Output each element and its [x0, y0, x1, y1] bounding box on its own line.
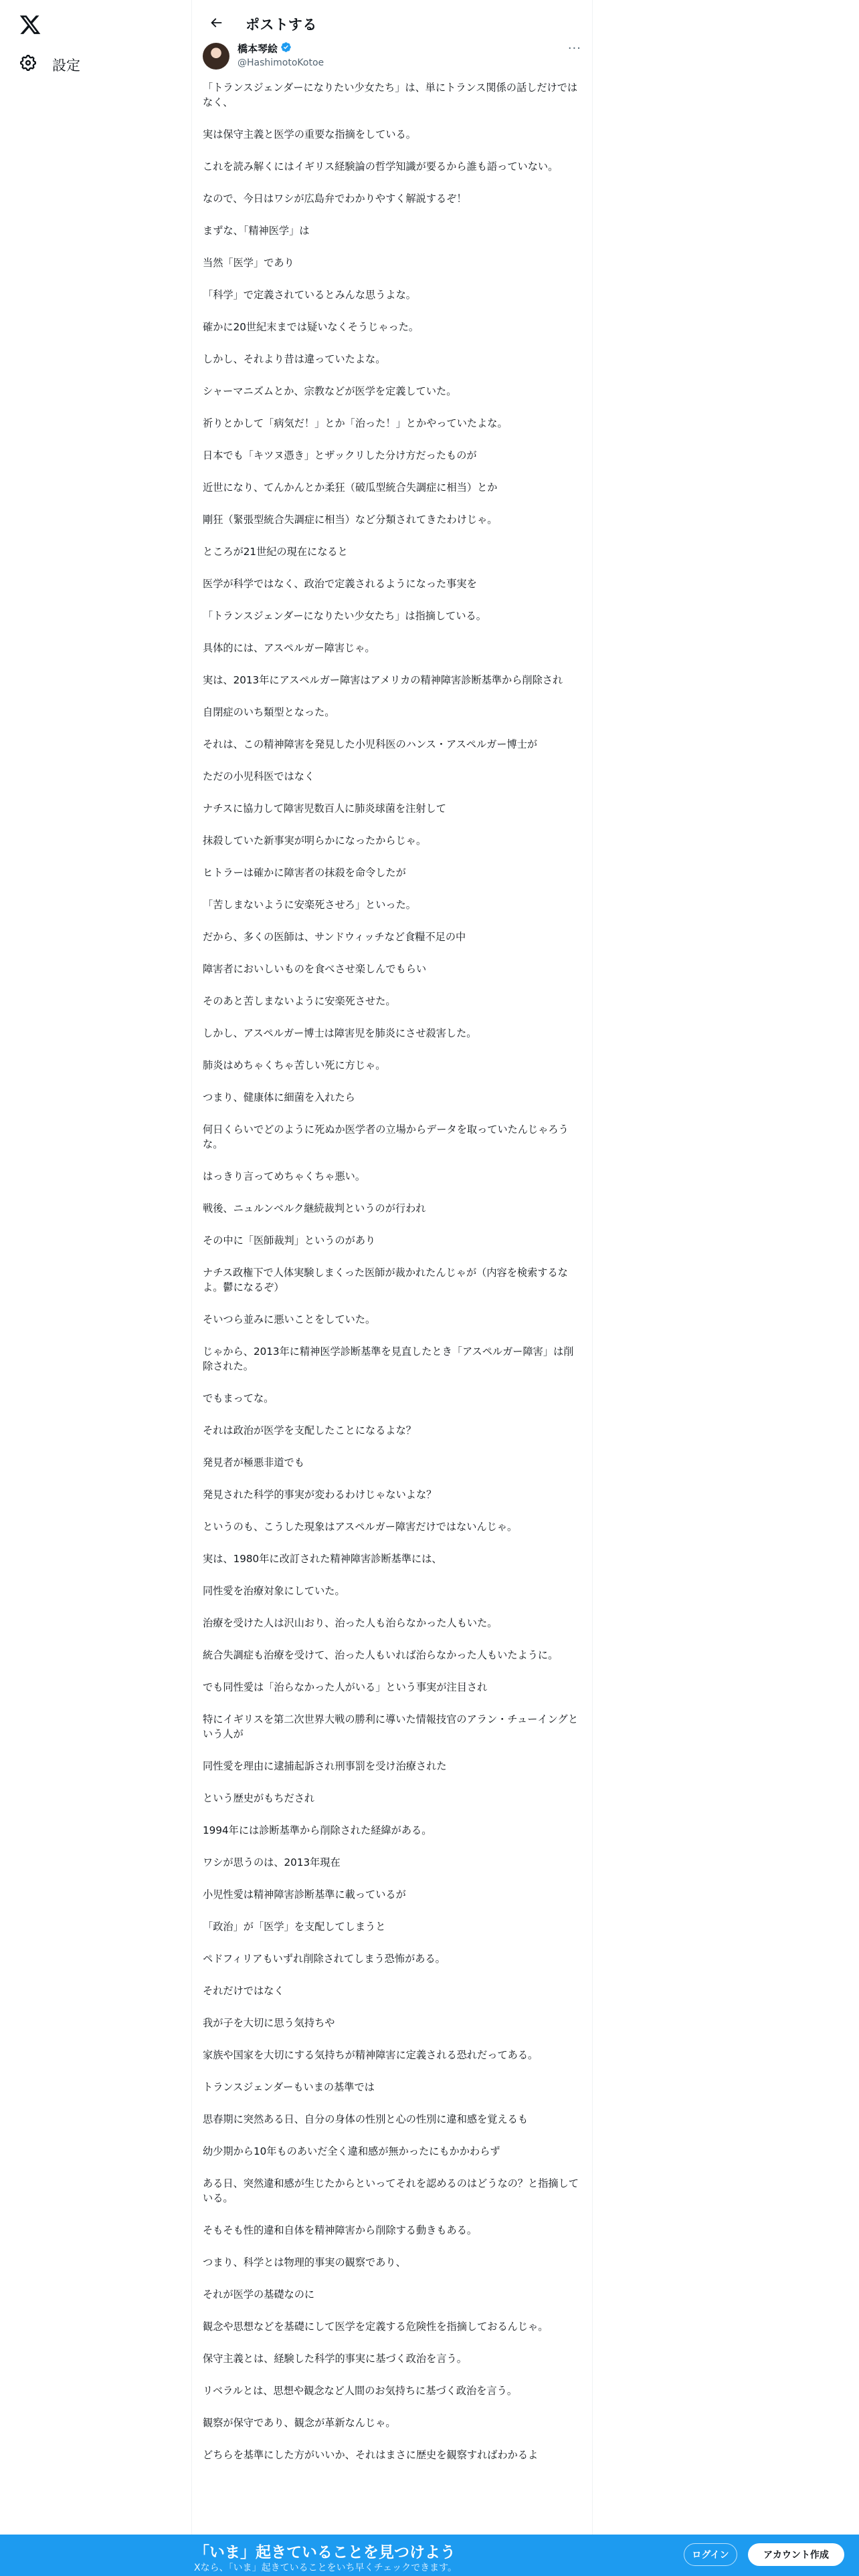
post-paragraph: 思春期に突然ある日、自分の身体の性別と心の性別に違和感を覚えるも — [203, 2113, 528, 2125]
post-paragraph: 実は保守主義と医学の重要な指摘をしている。 — [203, 128, 416, 140]
post-paragraph: 日本でも「キツヌ憑き」とザックリした分け方だったものが — [203, 449, 477, 461]
post-paragraph: じゃから、2013年に精神医学診断基準を見直したとき「アスペルガー障害」は削除された。 — [203, 1346, 574, 1372]
post-paragraph: 戦後、ニュルンベルク継続裁判というのが行われ — [203, 1202, 426, 1214]
post-paragraph: 「科学」で定義されているとみんな思うよな。 — [203, 289, 416, 301]
post-paragraph: でもまってな。 — [203, 1392, 274, 1404]
avatar[interactable] — [203, 43, 229, 70]
post-paragraph: それは、この精神障害を発見した小児科医のハンス・アスペルガー博士が — [203, 738, 538, 750]
post-paragraph: 治療を受けた人は沢山おり、治った人も治らなかった人もいた。 — [203, 1617, 498, 1629]
verified-badge-icon — [280, 41, 292, 56]
post-paragraph: 家族や国家を大切にする気持ちが精神障害に定義される恐れだってある。 — [203, 2049, 539, 2061]
post-paragraph: そもそも性的違和自体を精神障害から削除する動きもある。 — [203, 2224, 478, 2236]
post-paragraph: 発見された科学的事実が変わるわけじゃないよな？ — [203, 1489, 437, 1501]
post-paragraph: ヒトラーは確かに障害者の抹殺を命令したが — [203, 867, 406, 879]
post-paragraph: ワシが思うのは、2013年現在 — [203, 1856, 341, 1868]
post-paragraph: 剛狂（緊張型統合失調症に相当）など分類されてきたわけじゃ。 — [203, 514, 498, 526]
post-paragraph: ところが21世紀の現在になると — [203, 546, 348, 558]
post-paragraph: 「トランスジェンダーになりたい少女たち」は、単にトランス関係の話しだけではなく、 — [203, 82, 578, 108]
post-paragraph: まずな、「精神医学」は — [203, 225, 310, 237]
settings-label: 設定 — [52, 57, 80, 74]
post-paragraph: というのも、こうした現象はアスペルガー障害だけではないんじゃ。 — [203, 1521, 518, 1533]
post-paragraph: 「トランスジェンダーになりたい少女たち」は指摘している。 — [203, 610, 486, 622]
back-button[interactable] — [203, 11, 229, 37]
post-paragraph: そいつら並みに悪いことをしていた。 — [203, 1313, 376, 1325]
post-paragraph: つまり、科学とは物理的事実の観察であり、 — [203, 2256, 406, 2268]
post-paragraph: 何日くらいでどのように死ぬか医学者の立場からデータを取っていたんじゃろうな。 — [203, 1123, 569, 1150]
post-paragraph: 当然「医学」であり — [203, 257, 294, 269]
post-paragraph: そのあと苦しまないように安楽死させた。 — [203, 995, 396, 1007]
post-paragraph: 同性愛を治療対象にしていた。 — [203, 1585, 345, 1597]
post-paragraph: 我が子を大切に思う気持ちや — [203, 2017, 335, 2029]
post-paragraph: つまり、健康体に細菌を入れたら — [203, 1091, 355, 1103]
post-paragraph: ナチス政権下で人体実験しまくった医師が裁かれたんじゃが（内容を検索するなよ。鬱になるぞ） — [203, 1267, 568, 1293]
post-paragraph: 特にイギリスを第二次世界大戦の勝利に導いた情報技官のアラン・チューイングという人が — [203, 1713, 579, 1740]
login-button[interactable]: ログイン — [684, 2543, 737, 2566]
post-paragraph: 実は、1980年に改訂された精神障害診断基準には、 — [203, 1553, 442, 1565]
post-paragraph: 「苦しまないように安楽死させろ」といった。 — [203, 899, 416, 911]
post-paragraph: 近世になり、てんかんとか柔狂（破瓜型統合失調症に相当）とか — [203, 481, 498, 494]
gear-icon — [19, 53, 37, 76]
post-paragraph: なので、今日はワシが広島弁でわかりやすく解説するぞ！ — [203, 193, 467, 205]
post-paragraph: それは政治が医学を支配したことになるよな？ — [203, 1424, 416, 1436]
post-paragraph: シャーマニズムとか、宗教などが医学を定義していた。 — [203, 385, 457, 397]
post-paragraph: 発見者が極悪非道でも — [203, 1457, 304, 1469]
post-column — [191, 0, 593, 2576]
post-paragraph: 同性愛を理由に逮捕起訴され刑事罰を受け治療された — [203, 1760, 447, 1772]
more-icon: ··· — [567, 41, 581, 56]
post-author — [192, 41, 592, 95]
author-handle[interactable]: @HashimotoKotoe — [237, 58, 324, 68]
left-navigation — [0, 0, 191, 2576]
banner-subtitle: Xなら、「いま」起きていることをいち早くチェックできます。 — [194, 2563, 458, 2573]
post-text — [192, 80, 592, 2462]
author-display-name-row[interactable] — [237, 41, 324, 56]
post-paragraph: それだけではなく — [203, 1985, 284, 1997]
post-paragraph: リベラルとは、思想や観念など人間のお気持ちに基づく政治を言う。 — [203, 2385, 518, 2397]
post-paragraph: 統合失調症も治療を受けて、治った人もいれば治らなかった人もいたように。 — [203, 1649, 559, 1661]
post-paragraph: ナチスに協力して障害児数百人に肺炎球菌を注射して — [203, 802, 446, 815]
signup-button[interactable]: アカウント作成 — [748, 2543, 844, 2566]
post-paragraph: だから、多くの医師は、サンドウィッチなど食糧不足の中 — [203, 931, 466, 943]
banner-title: 「いま」起きていることを見つけよう — [194, 2544, 456, 2561]
post-paragraph: 観察が保守であり、観念が革新なんじゃ。 — [203, 2417, 396, 2429]
post-paragraph: 抹殺していた新事実が明らかになったからじゃ。 — [203, 835, 427, 847]
more-options-button[interactable] — [568, 41, 581, 56]
post-paragraph: 肺炎はめちゃくちゃ苦しい死に方じゃ。 — [203, 1059, 386, 1071]
post-paragraph: しかし、アスペルガー博士は障害児を肺炎にさせ殺害した。 — [203, 1027, 477, 1039]
post-paragraph: 「政治」が「医学」を支配してしまうと — [203, 1921, 386, 1933]
post-paragraph: 祈りとかして「病気だ！」とか「治った！」とかやっていたよな。 — [203, 417, 508, 429]
post-paragraph: どちらを基準にした方がいいか、それはまさに歴史を観察すればわかるよ — [203, 2449, 539, 2461]
post-paragraph: 医学が科学ではなく、政治で定義されるようになった事実を — [203, 578, 477, 590]
author-names — [237, 41, 324, 68]
post-paragraph: その中に「医師裁判」というのがあり — [203, 1235, 376, 1247]
post-paragraph: 幼少期から10年ものあいだ全く違和感が無かったにもかかわらず — [203, 2145, 500, 2157]
post-paragraph: という歴史がもちだされ — [203, 1792, 315, 1804]
post-paragraph: 小児性愛は精神障害診断基準に載っているが — [203, 1889, 406, 1901]
post-paragraph: 保守主義とは、経験した科学的事実に基づく政治を言う。 — [203, 2353, 467, 2365]
post-paragraph: 観念や思想などを基礎にして医学を定義する危険性を指摘しておるんじゃ。 — [203, 2321, 549, 2333]
post-paragraph: 自閉症のいち類型となった。 — [203, 706, 335, 718]
post-paragraph: 具体的には、アスペルガー障害じゃ。 — [203, 642, 375, 654]
post-paragraph: しかし、それより昔は違っていたよな。 — [203, 353, 386, 365]
settings-link[interactable] — [19, 53, 80, 76]
post-paragraph: はっきり言ってめちゃくちゃ悪い。 — [203, 1170, 365, 1182]
arrow-left-icon — [209, 15, 223, 33]
post-paragraph: 確かに20世紀末までは疑いなくそうじゃった。 — [203, 321, 419, 333]
signup-banner — [0, 2535, 859, 2576]
post-paragraph: ペドフィリアもいずれ削除されてしまう恐怖がある。 — [203, 1953, 446, 1965]
post-paragraph: それが医学の基礎なのに — [203, 2288, 315, 2300]
page-title: ポストする — [246, 17, 317, 33]
post-paragraph: ただの小児科医ではなく — [203, 770, 315, 782]
post-paragraph: でも同性愛は「治らなかった人がいる」という事実が注目され — [203, 1681, 488, 1693]
author-display-name[interactable]: 橋本琴絵 — [237, 43, 278, 55]
x-logo-icon[interactable] — [19, 13, 41, 36]
post-paragraph: トランスジェンダーもいまの基準では — [203, 2081, 375, 2093]
post-paragraph: 実は、2013年にアスペルガー障害はアメリカの精神障害診断基準から削除され — [203, 674, 563, 686]
post-paragraph: 障害者においしいものを食べさせ楽しんでもらい — [203, 963, 427, 975]
post-paragraph: ある日、突然違和感が生じたからといってそれを認めるのはどうなの？と指摘している。 — [203, 2177, 579, 2204]
post-paragraph: 1994年には診断基準から削除された経緯がある。 — [203, 1824, 432, 1836]
post-paragraph: これを読み解くにはイギリス経験論の哲学知識が要るから誰も語っていない。 — [203, 160, 559, 173]
